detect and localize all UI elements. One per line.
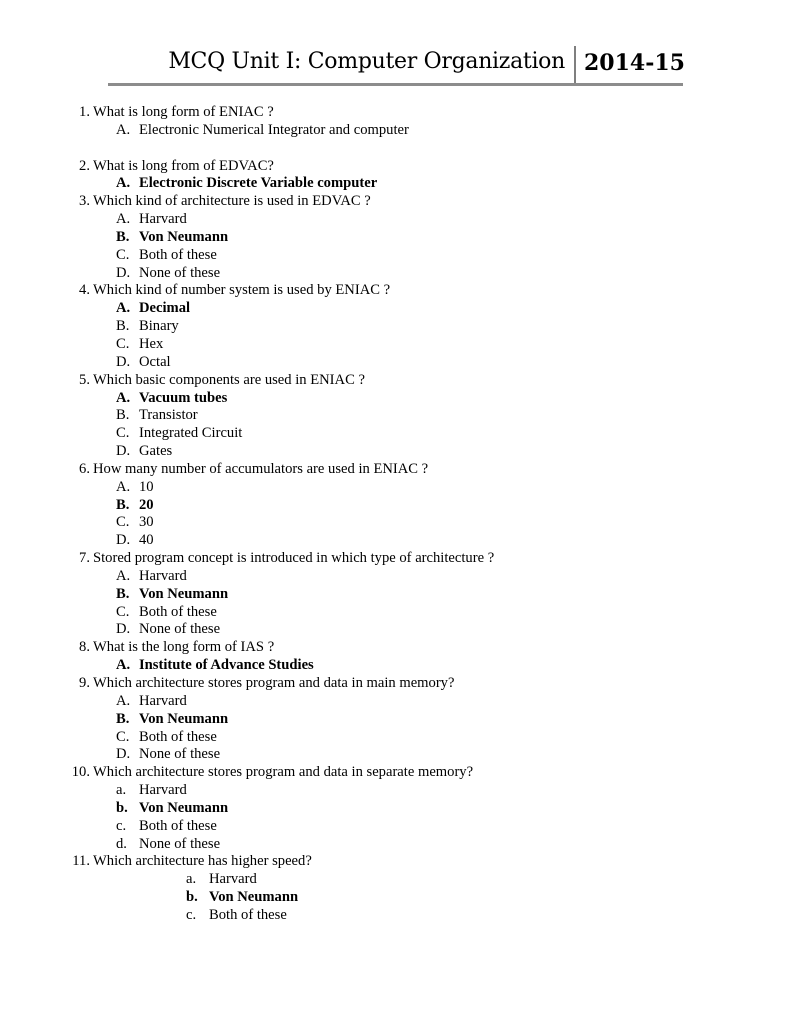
option-text: Harvard [139, 692, 187, 709]
option-text: Electronic Discrete Variable computer [139, 175, 378, 192]
answer-option [60, 122, 760, 140]
answer-option [60, 729, 760, 747]
answer-option [60, 871, 760, 889]
question-line [60, 550, 760, 568]
option-text: Both of these [139, 603, 217, 620]
question-item [60, 764, 760, 853]
question-line [60, 282, 760, 300]
option-letter: B. [116, 496, 130, 513]
option-text: Transistor [139, 407, 198, 424]
answer-option [60, 621, 760, 639]
answer-option [60, 746, 760, 764]
option-text: Both of these [209, 906, 287, 923]
answer-option [60, 693, 760, 711]
option-letter: c. [116, 817, 127, 834]
option-letter: A. [116, 567, 131, 584]
option-text: Both of these [139, 817, 217, 834]
question-line [60, 764, 760, 782]
answer-option [60, 425, 760, 443]
question-item [60, 282, 760, 371]
answer-option-correct [60, 175, 760, 193]
question-text: Which kind of number system is used by ENIAC ? [93, 282, 391, 299]
academic-year: 2014-15 [584, 50, 685, 76]
answer-option-correct [60, 800, 760, 818]
option-text: Octal [139, 353, 171, 370]
page-title: MCQ Unit I: Computer Organization [168, 49, 565, 74]
question-item [60, 158, 760, 194]
option-text: Von Neumann [139, 710, 229, 727]
option-text: Both of these [139, 246, 217, 263]
question-text: Which architecture stores program and data in main memory? [93, 675, 455, 691]
option-text: None of these [139, 264, 221, 281]
option-letter: A. [116, 389, 131, 406]
answer-option [60, 336, 760, 354]
option-letter: B. [116, 710, 130, 727]
option-letter: C. [116, 514, 130, 531]
option-letter: a. [116, 782, 127, 799]
option-text: Vacuum tubes [139, 389, 228, 406]
option-text: None of these [139, 835, 221, 852]
question-text: How many number of accumulators are used in ENIAC ? [93, 460, 429, 477]
option-letter: D. [116, 621, 131, 638]
option-letter: D. [116, 532, 131, 549]
question-number: 1. [79, 104, 90, 120]
option-text: 10 [139, 478, 154, 495]
answer-option [60, 247, 760, 265]
option-letter: A. [116, 300, 131, 317]
option-letter: d. [116, 835, 127, 852]
question-item [60, 372, 760, 461]
question-text: Which kind of architecture is used in EDVAC ? [93, 193, 371, 210]
question-text: Which architecture stores program and data in separate memory? [93, 764, 474, 781]
option-letter: D. [116, 746, 131, 763]
answer-option [60, 604, 760, 622]
spacer [60, 140, 760, 158]
header-divider [574, 46, 576, 84]
question-text: Which basic components are used in ENIAC ? [93, 371, 365, 388]
option-letter: b. [186, 889, 198, 906]
option-text: Both of these [139, 728, 217, 745]
question-number: 10. [71, 764, 90, 781]
question-line [60, 461, 760, 479]
question-list [60, 104, 760, 925]
option-text: None of these [139, 746, 221, 763]
option-letter: a. [186, 871, 197, 888]
option-letter: b. [116, 799, 128, 816]
answer-option [60, 354, 760, 372]
question-line [60, 193, 760, 211]
answer-option-correct [60, 586, 760, 604]
option-letter: A. [116, 121, 131, 138]
option-text: Binary [139, 318, 179, 335]
option-text: Von Neumann [209, 889, 299, 906]
option-text: Von Neumann [139, 585, 229, 602]
question-text: Stored program concept is introduced in which type of architecture ? [93, 550, 495, 567]
question-text: What is long form of ENIAC ? [93, 104, 274, 120]
option-text: Institute of Advance Studies [139, 657, 314, 674]
option-letter: B. [116, 585, 130, 602]
option-text: Decimal [139, 300, 191, 317]
option-text: Gates [139, 443, 173, 460]
option-letter: B. [116, 407, 130, 424]
option-letter: A. [116, 175, 131, 192]
question-item [60, 193, 760, 282]
answer-option-correct [60, 229, 760, 247]
option-text: 40 [139, 532, 154, 549]
option-text: Harvard [139, 782, 187, 799]
answer-option-correct [60, 300, 760, 318]
question-number: 3. [79, 193, 90, 210]
question-item [60, 104, 760, 158]
option-letter: c. [186, 906, 197, 923]
answer-option-correct [60, 657, 760, 675]
answer-option-correct [60, 711, 760, 729]
answer-option [60, 568, 760, 586]
answer-option-correct [60, 390, 760, 408]
answer-option [60, 211, 760, 229]
answer-option [60, 782, 760, 800]
option-text: Harvard [209, 871, 257, 888]
question-number: 2. [79, 157, 90, 174]
answer-option [60, 907, 760, 925]
page-header [108, 44, 683, 86]
question-number: 6. [79, 460, 90, 477]
option-letter: A. [116, 657, 131, 674]
question-item [60, 675, 760, 764]
question-item [60, 853, 760, 924]
option-text: Von Neumann [139, 228, 229, 245]
option-letter: C. [116, 425, 130, 442]
question-item [60, 550, 760, 639]
question-text: Which architecture has higher speed? [93, 853, 312, 870]
option-letter: A. [116, 478, 131, 495]
question-number: 4. [79, 282, 90, 299]
option-text: Hex [139, 335, 164, 352]
answer-option [60, 443, 760, 461]
answer-option [60, 836, 760, 854]
option-text: Harvard [139, 211, 187, 228]
answer-option [60, 479, 760, 497]
option-letter: C. [116, 728, 130, 745]
answer-option [60, 407, 760, 425]
answer-option [60, 532, 760, 550]
option-letter: D. [116, 353, 131, 370]
question-line [60, 853, 760, 871]
question-number: 11. [72, 853, 90, 870]
question-text: What is long from of EDVAC? [93, 157, 274, 174]
answer-option [60, 318, 760, 336]
question-line [60, 372, 760, 390]
question-item [60, 461, 760, 550]
option-letter: C. [116, 246, 130, 263]
question-text: What is the long form of IAS ? [93, 639, 275, 656]
answer-option-correct [60, 497, 760, 515]
question-item [60, 639, 760, 675]
option-text: Von Neumann [139, 799, 229, 816]
question-number: 8. [79, 639, 90, 656]
option-letter: B. [116, 228, 130, 245]
header-rule [108, 83, 683, 86]
question-number: 9. [79, 675, 90, 691]
answer-option [60, 514, 760, 532]
option-text: 30 [139, 514, 154, 531]
option-text: None of these [139, 621, 221, 638]
question-line [60, 104, 760, 122]
option-letter: C. [116, 603, 130, 620]
option-letter: C. [116, 335, 130, 352]
option-text: Harvard [139, 567, 187, 584]
option-letter: A. [116, 692, 131, 709]
answer-option [60, 265, 760, 283]
option-text: Integrated Circuit [139, 425, 243, 442]
option-letter: D. [116, 443, 131, 460]
option-letter: A. [116, 211, 131, 228]
option-text: 20 [139, 496, 154, 513]
answer-option [60, 818, 760, 836]
question-line [60, 158, 760, 176]
answer-option-correct [60, 889, 760, 907]
question-line [60, 675, 760, 693]
option-letter: B. [116, 318, 130, 335]
question-number: 7. [79, 550, 90, 567]
question-line [60, 639, 760, 657]
option-text: Electronic Numerical Integrator and computer [139, 121, 409, 138]
option-letter: D. [116, 264, 131, 281]
question-number: 5. [79, 371, 90, 388]
